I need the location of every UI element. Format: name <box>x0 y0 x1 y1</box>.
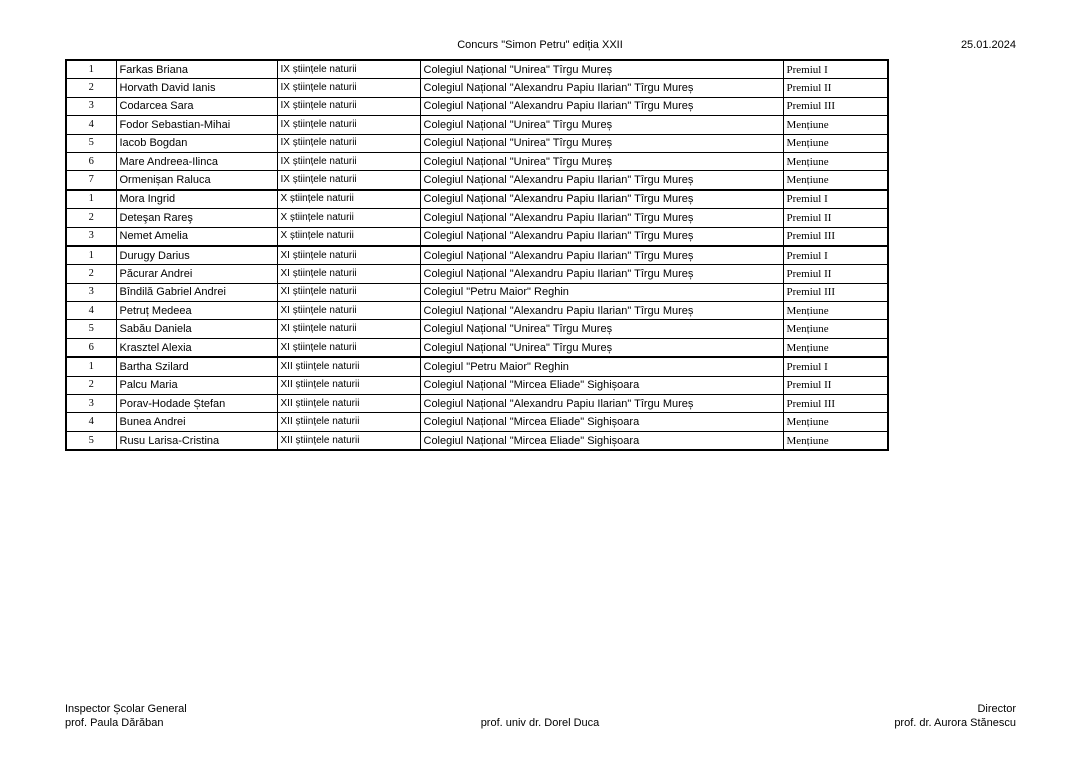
prize-cell: Mențiune <box>783 116 888 134</box>
student-name-cell: Bîndilă Gabriel Andrei <box>116 283 277 301</box>
school-cell: Colegiul Național "Mircea Eliade" Sighișoara <box>420 376 783 394</box>
table-row <box>66 190 888 209</box>
signature-right <box>894 703 1016 730</box>
prize-cell: Mențiune <box>783 302 888 320</box>
prize-cell: Mențiune <box>783 134 888 152</box>
prize-cell: Premiul III <box>783 227 888 246</box>
class-cell: IX științele naturii <box>277 97 420 115</box>
student-name-cell: Codarcea Sara <box>116 97 277 115</box>
row-number-cell: 1 <box>66 190 116 209</box>
signature-left-name: prof. Paula Dărăban <box>65 716 164 729</box>
class-cell: XI științele naturii <box>277 246 420 265</box>
row-number-cell: 4 <box>66 302 116 320</box>
prize-cell: Premiul III <box>783 97 888 115</box>
school-cell: Colegiul Național "Unirea" Tîrgu Mureș <box>420 60 783 79</box>
results-table <box>65 59 889 451</box>
student-name-cell: Petruț Medeea <box>116 302 277 320</box>
row-number-cell: 1 <box>66 246 116 265</box>
prize-cell: Premiul II <box>783 265 888 283</box>
table-row <box>66 116 888 134</box>
row-number-cell: 7 <box>66 171 116 190</box>
school-cell: Colegiul Național "Alexandru Papiu Ilarian" Tîrgu Mureș <box>420 171 783 190</box>
row-number-cell: 5 <box>66 431 116 450</box>
class-cell: XII științele naturii <box>277 431 420 450</box>
school-cell: Colegiul Național "Alexandru Papiu Ilarian" Tîrgu Mureș <box>420 265 783 283</box>
class-cell: XI științele naturii <box>277 265 420 283</box>
row-number-cell: 3 <box>66 395 116 413</box>
school-cell: Colegiul Național "Mircea Eliade" Sighișoara <box>420 431 783 450</box>
class-cell: IX științele naturii <box>277 171 420 190</box>
prize-cell: Mențiune <box>783 152 888 170</box>
prize-cell: Premiul II <box>783 376 888 394</box>
school-cell: Colegiul Național "Alexandru Papiu Ilarian" Tîrgu Mureș <box>420 97 783 115</box>
student-name-cell: Ormenișan Raluca <box>116 171 277 190</box>
prize-cell: Premiul I <box>783 190 888 209</box>
student-name-cell: Durugy Darius <box>116 246 277 265</box>
table-row <box>66 338 888 357</box>
student-name-cell: Krasztel Alexia <box>116 338 277 357</box>
school-cell: Colegiul Național "Unirea" Tîrgu Mureș <box>420 338 783 357</box>
results-table-body <box>66 60 888 450</box>
table-row <box>66 357 888 376</box>
table-row <box>66 79 888 97</box>
row-number-cell: 3 <box>66 227 116 246</box>
class-cell: XI științele naturii <box>277 283 420 301</box>
class-cell: XII științele naturii <box>277 413 420 431</box>
student-name-cell: Farkas Briana <box>116 60 277 79</box>
class-cell: XI științele naturii <box>277 320 420 338</box>
student-name-cell: Porav-Hodade Ștefan <box>116 395 277 413</box>
school-cell: Colegiul Național "Unirea" Tîrgu Mureș <box>420 134 783 152</box>
student-name-cell: Fodor Sebastian-Mihai <box>116 116 277 134</box>
table-row <box>66 246 888 265</box>
table-row <box>66 283 888 301</box>
school-cell: Colegiul Național "Alexandru Papiu Ilarian" Tîrgu Mureș <box>420 246 783 265</box>
row-number-cell: 6 <box>66 338 116 357</box>
row-number-cell: 2 <box>66 79 116 97</box>
school-cell: Colegiul Național "Mircea Eliade" Sighișoara <box>420 413 783 431</box>
prize-cell: Premiul I <box>783 60 888 79</box>
table-row <box>66 152 888 170</box>
school-cell: Colegiul Național "Alexandru Papiu Ilarian" Tîrgu Mureș <box>420 302 783 320</box>
student-name-cell: Iacob Bogdan <box>116 134 277 152</box>
row-number-cell: 2 <box>66 209 116 227</box>
prize-cell: Premiul I <box>783 357 888 376</box>
table-row <box>66 60 888 79</box>
student-name-cell: Păcurar Andrei <box>116 265 277 283</box>
table-row <box>66 395 888 413</box>
school-cell: Colegiul "Petru Maior" Reghin <box>420 283 783 301</box>
school-cell: Colegiul Național "Alexandru Papiu Ilarian" Tîrgu Mureș <box>420 227 783 246</box>
class-cell: XI științele naturii <box>277 302 420 320</box>
prize-cell: Premiul II <box>783 209 888 227</box>
class-cell: IX științele naturii <box>277 79 420 97</box>
prize-cell: Mențiune <box>783 413 888 431</box>
table-row <box>66 413 888 431</box>
page-title: Concurs "Simon Petru" ediția XXII <box>457 39 623 51</box>
class-cell: X științele naturii <box>277 227 420 246</box>
school-cell: Colegiul Național "Unirea" Tîrgu Mureș <box>420 320 783 338</box>
student-name-cell: Mare Andreea-Ilinca <box>116 152 277 170</box>
row-number-cell: 1 <box>66 357 116 376</box>
row-number-cell: 1 <box>66 60 116 79</box>
table-row <box>66 302 888 320</box>
class-cell: IX științele naturii <box>277 134 420 152</box>
row-number-cell: 2 <box>66 265 116 283</box>
row-number-cell: 4 <box>66 413 116 431</box>
table-row <box>66 134 888 152</box>
class-cell: IX științele naturii <box>277 116 420 134</box>
school-cell: Colegiul Național "Alexandru Papiu Ilarian" Tîrgu Mureș <box>420 79 783 97</box>
student-name-cell: Sabău Daniela <box>116 320 277 338</box>
student-name-cell: Bunea Andrei <box>116 413 277 431</box>
school-cell: Colegiul "Petru Maior" Reghin <box>420 357 783 376</box>
signature-right-role: Director <box>977 703 1016 715</box>
class-cell: IX științele naturii <box>277 60 420 79</box>
school-cell: Colegiul Național "Alexandru Papiu Ilarian" Tîrgu Mureș <box>420 395 783 413</box>
class-cell: X științele naturii <box>277 190 420 209</box>
table-row <box>66 320 888 338</box>
class-cell: X științele naturii <box>277 209 420 227</box>
row-number-cell: 5 <box>66 320 116 338</box>
class-cell: XII științele naturii <box>277 376 420 394</box>
row-number-cell: 3 <box>66 97 116 115</box>
table-row <box>66 431 888 450</box>
row-number-cell: 4 <box>66 116 116 134</box>
row-number-cell: 6 <box>66 152 116 170</box>
student-name-cell: Deteşan Rareş <box>116 209 277 227</box>
row-number-cell: 5 <box>66 134 116 152</box>
prize-cell: Premiul I <box>783 246 888 265</box>
table-row <box>66 171 888 190</box>
signature-left-role: Inspector Școlar General <box>65 703 187 715</box>
row-number-cell: 2 <box>66 376 116 394</box>
class-cell: XII științele naturii <box>277 395 420 413</box>
class-cell: IX științele naturii <box>277 152 420 170</box>
prize-cell: Mențiune <box>783 431 888 450</box>
student-name-cell: Rusu Larisa-Cristina <box>116 431 277 450</box>
student-name-cell: Nemet Amelia <box>116 227 277 246</box>
student-name-cell: Mora Ingrid <box>116 190 277 209</box>
prize-cell: Premiul III <box>783 283 888 301</box>
row-number-cell: 3 <box>66 283 116 301</box>
class-cell: XII științele naturii <box>277 357 420 376</box>
school-cell: Colegiul Național "Unirea" Tîrgu Mureș <box>420 116 783 134</box>
prize-cell: Mențiune <box>783 171 888 190</box>
school-cell: Colegiul Național "Alexandru Papiu Ilarian" Tîrgu Mureș <box>420 190 783 209</box>
table-row <box>66 265 888 283</box>
table-row <box>66 97 888 115</box>
signature-center-name: prof. univ dr. Dorel Duca <box>480 717 600 729</box>
student-name-cell: Bartha Szilard <box>116 357 277 376</box>
signature-right-name: prof. dr. Aurora Stănescu <box>894 716 1016 729</box>
school-cell: Colegiul Național "Alexandru Papiu Ilarian" Tîrgu Mureș <box>420 209 783 227</box>
table-row <box>66 209 888 227</box>
prize-cell: Premiul II <box>783 79 888 97</box>
prize-cell: Mențiune <box>783 320 888 338</box>
student-name-cell: Palcu Maria <box>116 376 277 394</box>
student-name-cell: Horvath David Ianis <box>116 79 277 97</box>
table-row <box>66 227 888 246</box>
prize-cell: Premiul III <box>783 395 888 413</box>
school-cell: Colegiul Național "Unirea" Tîrgu Mureș <box>420 152 783 170</box>
table-row <box>66 376 888 394</box>
prize-cell: Mențiune <box>783 338 888 357</box>
document-date: 25.01.2024 <box>960 39 1016 51</box>
class-cell: XI științele naturii <box>277 338 420 357</box>
